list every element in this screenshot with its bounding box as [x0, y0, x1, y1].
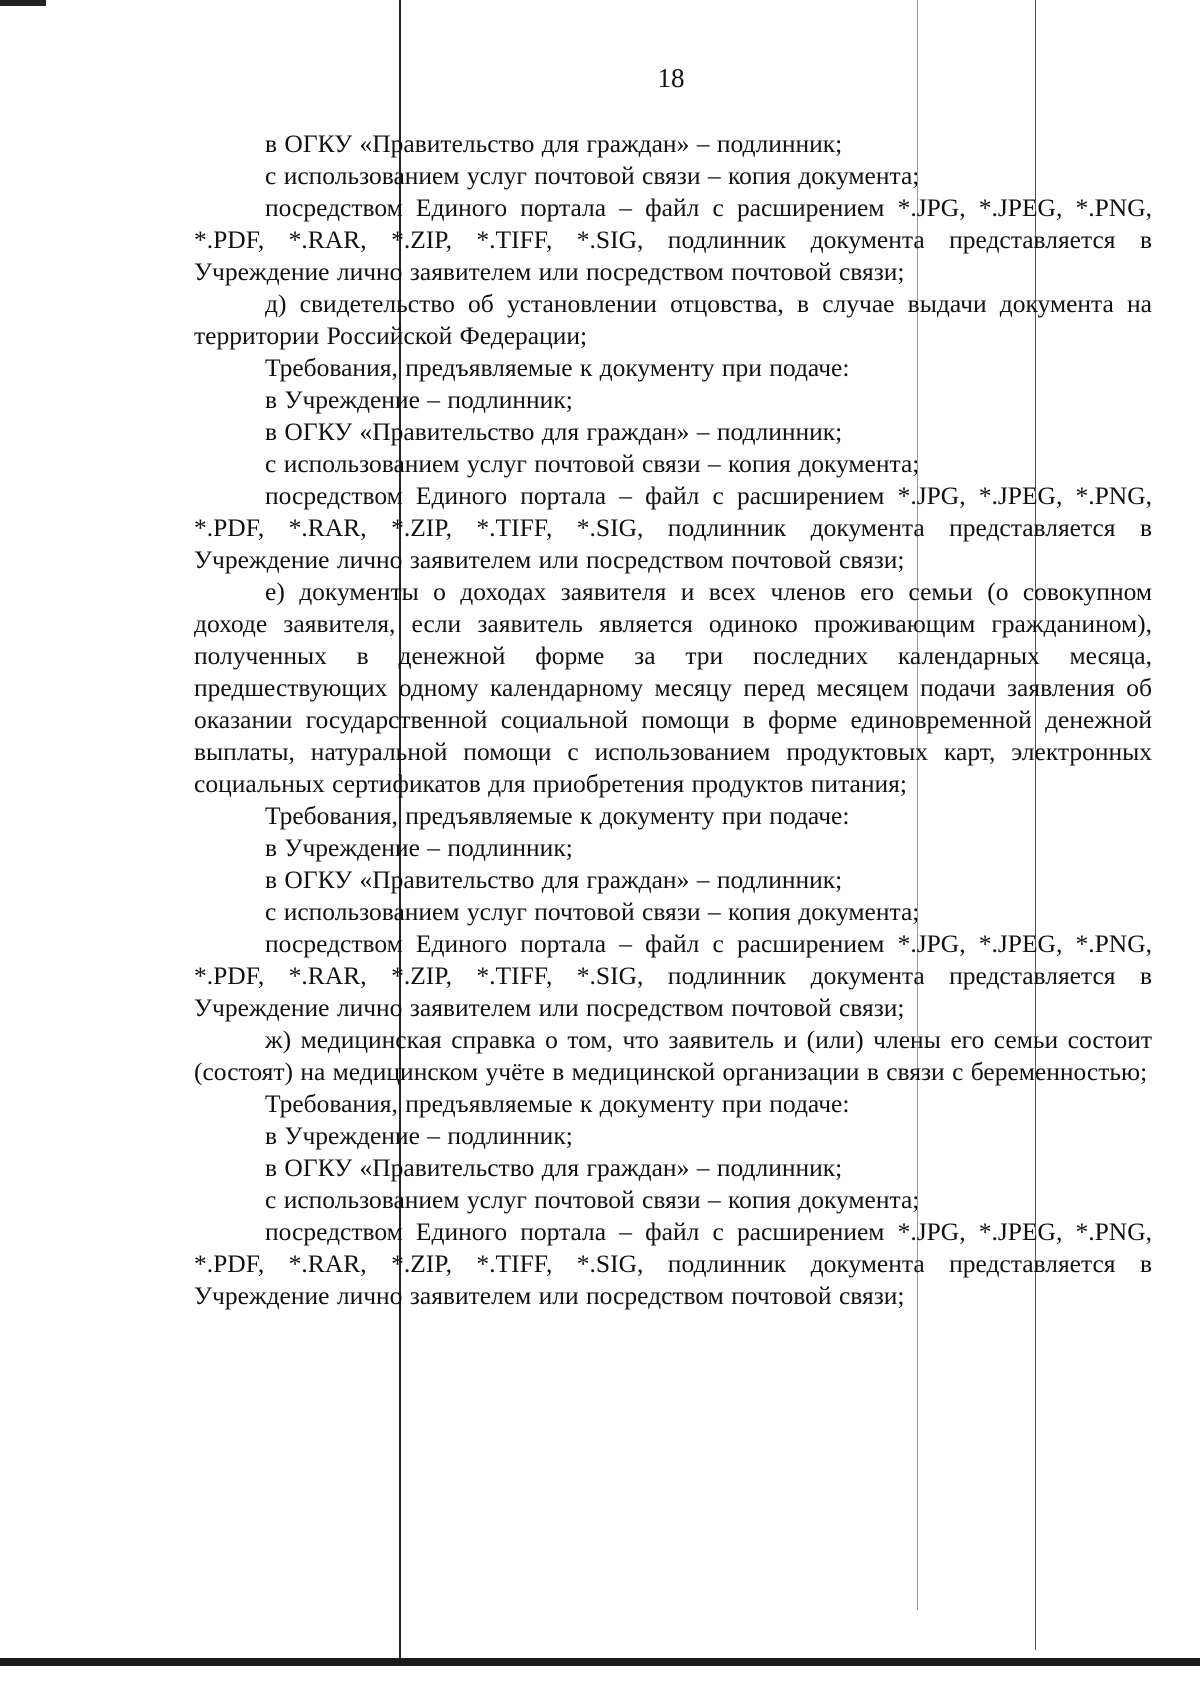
paragraph: в ОГКУ «Правительство для граждан» – подлинник; [265, 865, 843, 894]
paragraph: в Учреждение – подлинник; [265, 385, 573, 414]
paragraph: с использованием услуг почтовой связи – копия документа; [265, 897, 920, 926]
scan-artifact-bottom [0, 1658, 1200, 1666]
page-number: 18 [657, 63, 685, 93]
paragraph: е) документы о доходах заявителя и всех членов его семьи (о совокупном доходе заявителя, если заявитель является одиноко проживающим гражданином), полученных в денежной форме за три последних календарных месяца, предшествующих одному календарному месяцу перед месяцем подачи заявления об оказании государственной социальной помощи в форме единовременной денежной выплаты, натуральной помощи с использованием продуктовых карт, электронных социальных сертификатов для приобретения продуктов питания; [194, 577, 1152, 798]
paragraph: посредством Единого портала – файл с расширением *.JPG, *.JPEG, *.PNG, *.PDF, *.RAR, *.ZIP, *.TIFF, *.SIG, подлинник документа представляется в Учреждение лично заявителем или посредством почтовой связи; [194, 929, 1152, 1022]
paragraph: посредством Единого портала – файл с расширением *.JPG, *.JPEG, *.PNG, *.PDF, *.RAR, *.ZIP, *.TIFF, *.SIG, подлинник документа представляется в Учреждение лично заявителем или посредством почтовой связи; [194, 193, 1152, 286]
paragraph: Требования, предъявляемые к документу при подаче: [265, 801, 850, 830]
paragraph: Требования, предъявляемые к документу при подаче: [265, 1089, 850, 1118]
paragraph: с использованием услуг почтовой связи – копия документа; [265, 1185, 920, 1214]
paragraph: посредством Единого портала – файл с расширением *.JPG, *.JPEG, *.PNG, *.PDF, *.RAR, *.ZIP, *.TIFF, *.SIG, подлинник документа представляется в Учреждение лично заявителем или посредством почтовой связи; [194, 1217, 1152, 1310]
paragraph: в ОГКУ «Правительство для граждан» – подлинник; [265, 1153, 843, 1182]
paragraph: посредством Единого портала – файл с расширением *.JPG, *.JPEG, *.PNG, *.PDF, *.RAR, *.ZIP, *.TIFF, *.SIG, подлинник документа представляется в Учреждение лично заявителем или посредством почтовой связи; [194, 481, 1152, 574]
paragraph: с использованием услуг почтовой связи – копия документа; [265, 449, 920, 478]
paragraph: в Учреждение – подлинник; [265, 1121, 573, 1150]
paragraph: в Учреждение – подлинник; [265, 833, 573, 862]
paragraph: в ОГКУ «Правительство для граждан» – подлинник; [265, 129, 843, 158]
paragraph: Требования, предъявляемые к документу при подаче: [265, 353, 850, 382]
paragraph: в ОГКУ «Правительство для граждан» – подлинник; [265, 417, 843, 446]
scan-artifact-top [0, 0, 46, 6]
paragraph: ж) медицинская справка о том, что заявитель и (или) члены его семьи состоит (состоят) на медицинском учёте в медицинской организации в связи с беременностью; [194, 1025, 1152, 1086]
paragraph: с использованием услуг почтовой связи – копия документа; [265, 161, 920, 190]
document-body [194, 128, 1152, 1312]
paragraph: д) свидетельство об установлении отцовства, в случае выдачи документа на территории Российской Федерации; [194, 289, 1152, 350]
